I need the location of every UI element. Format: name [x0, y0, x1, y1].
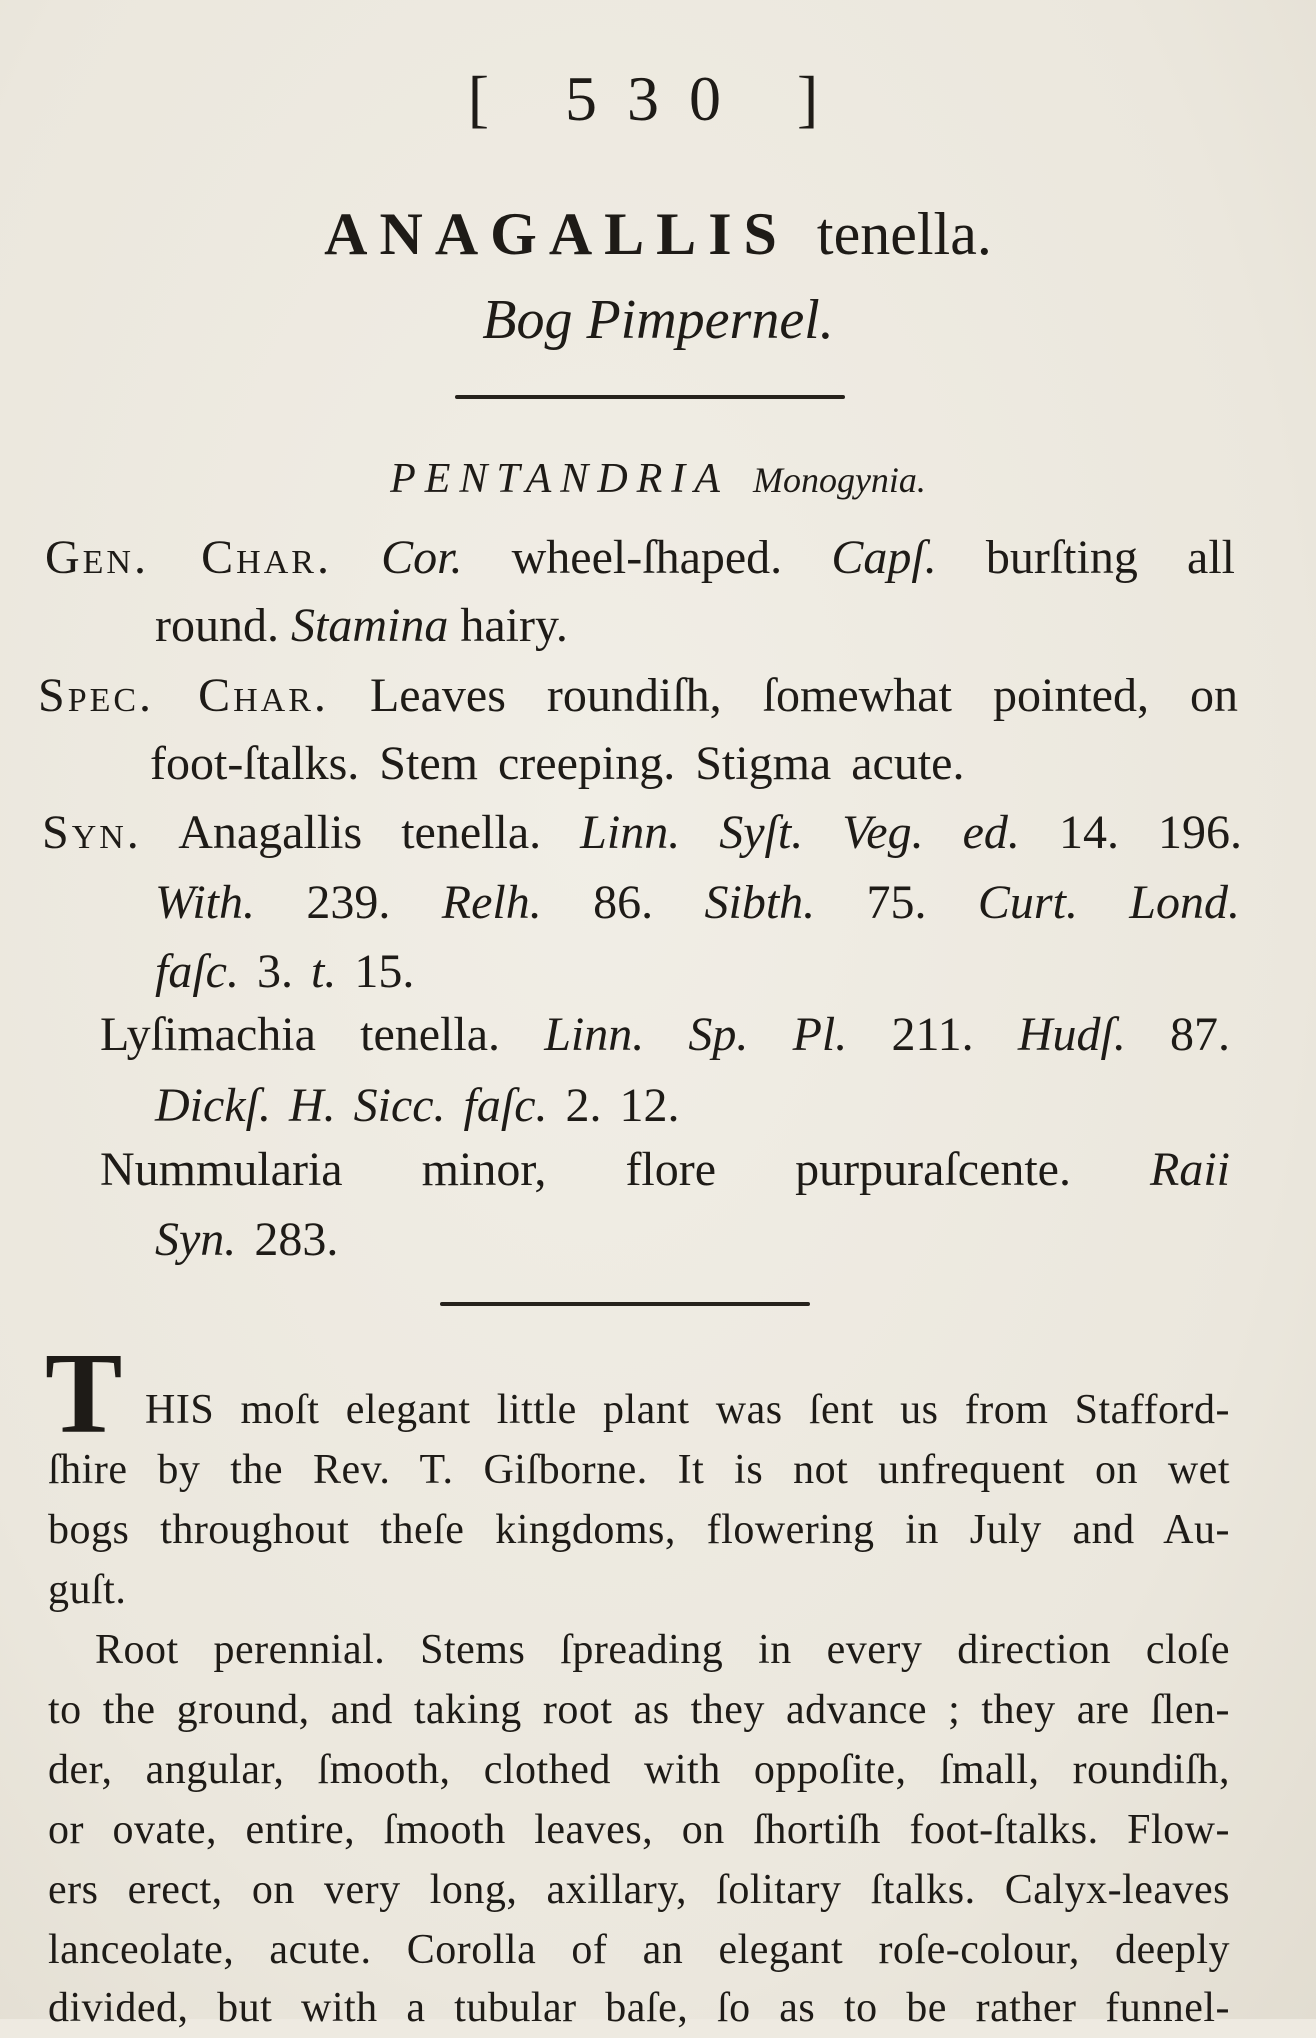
body-line: der, angular, ſmooth, clothed with oppoſite, ſmall, roundiſh,	[48, 1747, 1230, 1793]
drop-cap: T	[45, 1330, 123, 1458]
body-line: ſhire by the Rev. T. Giſborne. It is not unfrequent on wet	[48, 1447, 1230, 1493]
body-line: ers erect, on very long, axillary, ſolitary ſtalks. Calyx-leaves	[48, 1867, 1230, 1913]
body-line: lanceolate, acute. Corolla of an elegant roſe-colour, deeply	[48, 1927, 1230, 1973]
syn-line-1	[42, 803, 1242, 863]
text-segment: Syn.	[155, 1213, 237, 1266]
text-segment: 14. 196.	[1058, 806, 1242, 859]
syn-line-5	[155, 1076, 680, 1136]
spec-char-line-2: foot-ſtalks. Stem creeping. Stigma acute.	[150, 737, 965, 790]
text-segment: 211.	[891, 1008, 974, 1061]
text-segment: 3.	[256, 945, 293, 998]
common-name: Bog Pimpernel.	[482, 289, 834, 351]
syn-line-3	[155, 942, 414, 1002]
text-segment: 86.	[593, 876, 654, 929]
gen-char-text	[381, 531, 1235, 584]
gen-char-line-1	[45, 528, 1235, 588]
text-segment: 75.	[866, 876, 927, 929]
species-epithet: tenella.	[816, 201, 992, 267]
text-segment: Linn. Sp. Pl.	[544, 1008, 848, 1061]
body-line: to the ground, and taking root as they advance ; they are ſlen-	[48, 1687, 1230, 1733]
syn-text	[178, 806, 1242, 859]
text-segment: wheel-ſhaped.	[511, 531, 783, 584]
text-segment: Cor.	[381, 531, 463, 584]
text-segment: all	[1187, 531, 1235, 584]
body-line: guſt.	[48, 1567, 127, 1613]
body-line: divided, but with a tubular baſe, ſo as to be rather funnel-	[48, 1985, 1230, 2031]
text-segment: Nummularia	[100, 1143, 343, 1196]
linnaean-classification	[0, 455, 1316, 503]
text-segment: 87.	[1170, 1008, 1231, 1061]
page-number: [ 530 ]	[467, 63, 849, 134]
text-segment: Hudſ.	[1017, 1008, 1126, 1061]
spec-char-text: Leaves roundiſh, ſomewhat pointed, on	[369, 669, 1239, 722]
text-segment: 239.	[306, 876, 391, 929]
spec-char-line-1	[38, 666, 1238, 726]
text-segment: hairy.	[460, 599, 568, 652]
text-segment: Curt. Lond.	[977, 876, 1241, 929]
gen-char-line-2	[155, 596, 568, 656]
spec-char-label: Spec. Char.	[38, 669, 329, 722]
genus-name: ANAGALLIS	[324, 201, 789, 267]
text-segment: purpuraſcente.	[795, 1143, 1071, 1196]
text-segment: minor,	[421, 1143, 547, 1196]
text-segment: 2. 12.	[565, 1079, 680, 1132]
text-segment: With.	[155, 876, 256, 929]
gen-char-label: Gen. Char.	[45, 531, 332, 584]
body-line: HIS moſt elegant little plant was ſent us from Stafford-	[145, 1387, 1230, 1433]
text-segment: Sibth.	[704, 876, 816, 929]
text-segment: 283.	[254, 1213, 339, 1266]
syn-line-2	[155, 873, 1240, 933]
text-segment: 15.	[354, 945, 415, 998]
text-segment: Linn. Syſt. Veg. ed.	[580, 806, 1020, 859]
syn-line-7	[155, 1210, 338, 1270]
syn-label: Syn.	[42, 806, 142, 859]
text-segment: faſc.	[155, 945, 239, 998]
class-name: PENTANDRIA	[390, 456, 729, 502]
body-line: bogs throughout theſe kingdoms, flowering in July and Au-	[48, 1507, 1230, 1553]
syn-line-4	[100, 1005, 1230, 1065]
text-segment: Capſ.	[831, 531, 937, 584]
text-segment: burſting	[985, 531, 1138, 584]
text-segment: Anagallis tenella.	[178, 806, 542, 859]
text-segment: Relh.	[441, 876, 542, 929]
text-segment: Lyſimachia tenella.	[100, 1008, 501, 1061]
text-segment: t.	[310, 945, 337, 998]
order-name: Monogynia.	[752, 460, 926, 500]
divider-rule-2	[440, 1302, 810, 1306]
body-line: Root perennial. Stems ſpreading in every direction cloſe	[95, 1627, 1230, 1673]
text-segment: flore	[625, 1143, 717, 1196]
species-title	[0, 200, 1316, 269]
text-segment: Raii	[1150, 1143, 1230, 1196]
syn-line-6	[100, 1140, 1230, 1200]
text-segment: round.	[155, 599, 279, 652]
text-segment: Stamina	[290, 599, 449, 652]
divider-rule	[455, 395, 845, 399]
text-segment: Dickſ. H. Sicc. faſc.	[155, 1079, 548, 1132]
body-line: or ovate, entire, ſmooth leaves, on ſhortiſh foot-ſtalks. Flow-	[48, 1807, 1230, 1853]
